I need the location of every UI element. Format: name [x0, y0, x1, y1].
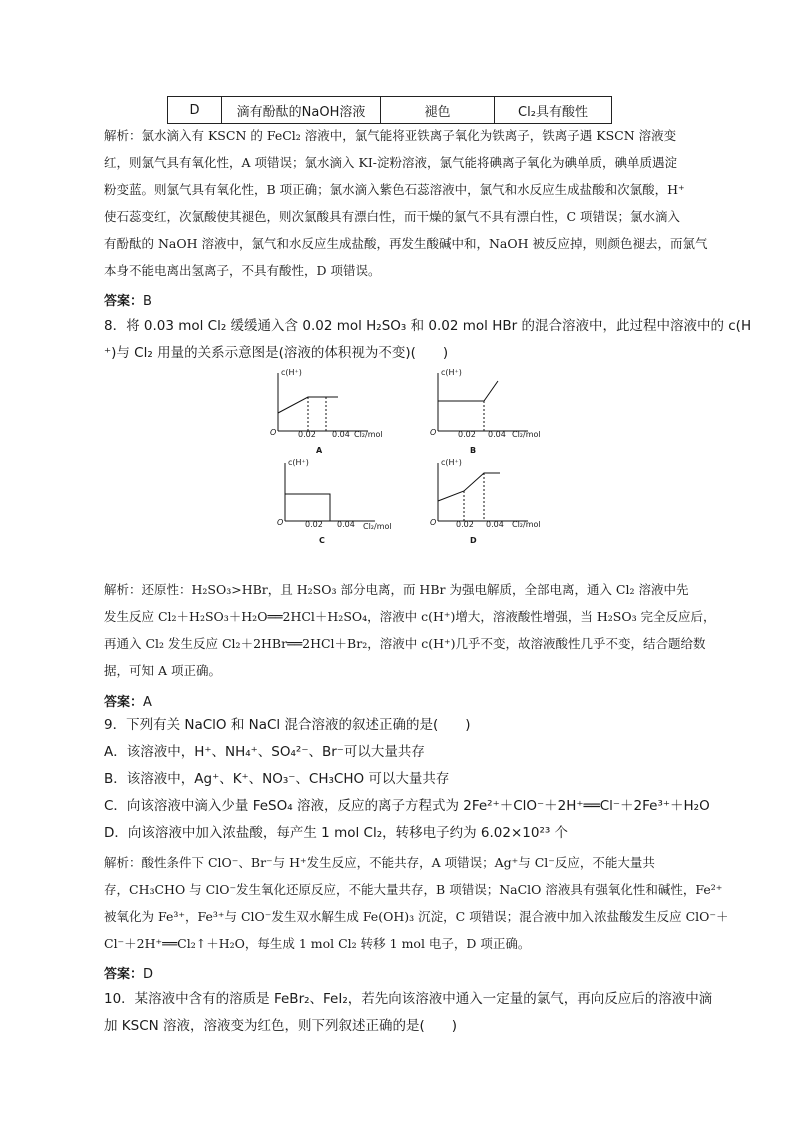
q7-answer: 答案：B — [104, 294, 152, 309]
graph-c-tick2: 0.04 — [337, 520, 355, 529]
graph-a-origin: O — [270, 428, 277, 437]
q9-option-b: B．该溶液中，Ag⁺、K⁺、NO₃⁻、CH₃CHO 可以大量共存 — [104, 771, 450, 787]
option-letter: D — [168, 97, 222, 124]
graph-c-letter: C — [319, 536, 325, 545]
q9-option-a: A．该溶液中，H⁺、NH₄⁺、SO₄²⁻、Br⁻可以大量共存 — [104, 744, 425, 760]
option-phenomenon: 褪色 — [381, 97, 495, 124]
option-table — [167, 96, 612, 124]
q10-stem-line: 10．某溶液中含有的溶质是 FeBr₂、FeI₂，若先向该溶液中通入一定量的氯气，再向反应后的溶液中滴 — [104, 991, 713, 1007]
option-reagent: 滴有酚酞的NaOH溶液 — [222, 97, 381, 124]
graph-b-xlabel: Cl₂/mol — [512, 430, 541, 439]
q8-analysis-line: 再通入 Cl₂ 发生反应 Cl₂＋2HBr══2HCl＋Br₂，溶液中 c(H⁺)几乎不变，故溶液酸性几乎不变，结合题给数 — [104, 636, 706, 651]
graph-c-plot — [275, 458, 435, 568]
graph-b-letter: B — [470, 446, 477, 455]
option-conclusion: Cl₂具有酸性 — [495, 97, 612, 124]
q8-stem-line: 8．将 0.03 mol Cl₂ 缓缓通入含 0.02 mol H₂SO₃ 和 0.02 mol HBr 的混合溶液中，此过程中溶液中的 c(H — [104, 318, 752, 334]
graph-d-letter: D — [470, 536, 477, 545]
q8-analysis-line: 解析：还原性：H₂SO₃>HBr，且 H₂SO₃ 部分电离，而 HBr 为强电解质，全部电离，通入 Cl₂ 溶液中先 — [104, 582, 689, 597]
graph-a-xlabel: Cl₂/mol — [354, 430, 383, 439]
q9-option-d: D．向该溶液中加入浓盐酸，每产生 1 mol Cl₂，转移电子约为 6.02×10²³ 个 — [104, 825, 569, 841]
graph-a-tick2: 0.04 — [332, 430, 350, 439]
q7-analysis-line: 本身不能电离出氢离子，不具有酸性，D 项错误。 — [104, 263, 381, 278]
q10-stem-line: 加 KSCN 溶液，溶液变为红色，则下列叙述正确的是( ) — [104, 1018, 458, 1034]
graph-a-ylabel: c(H⁺) — [281, 368, 302, 377]
graph-d-xlabel: Cl₂/mol — [512, 520, 541, 529]
q9-analysis-line: Cl⁻＋2H⁺══Cl₂↑＋H₂O，每生成 1 mol Cl₂ 转移 1 mol 电子，D 项正确。 — [104, 936, 531, 951]
graph-a-tick1: 0.02 — [298, 430, 316, 439]
q9-analysis-line: 被氧化为 Fe³⁺，Fe³⁺与 ClO⁻发生双水解生成 Fe(OH)₃ 沉淀，C 项错误；混合液中加入浓盐酸发生反应 ClO⁻＋ — [104, 909, 729, 924]
graph-a-letter: A — [316, 446, 323, 455]
graph-d-plot — [428, 458, 588, 568]
q7-analysis-line: 红，则氯气具有氧化性，A 项错误；氯水滴入 KI-淀粉溶液，氯气能将碘离子氧化为碘单质，碘单质遇淀 — [104, 155, 677, 170]
q8-answer: 答案：A — [104, 695, 152, 710]
q9-analysis-line: 存，CH₃CHO 与 ClO⁻发生氧化还原反应，不能大量共存，B 项错误；NaClO 溶液具有强氧化性和碱性，Fe²⁺ — [104, 882, 723, 897]
graph-b-tick2: 0.04 — [488, 430, 506, 439]
q8-analysis-line: 发生反应 Cl₂＋H₂SO₃＋H₂O══2HCl＋H₂SO₄，溶液中 c(H⁺)增大，溶液酸性增强，当 H₂SO₃ 完全反应后， — [104, 609, 716, 624]
graph-d — [428, 458, 588, 568]
graph-d-origin: O — [430, 518, 437, 527]
graph-b-tick1: 0.02 — [458, 430, 476, 439]
graph-b-ylabel: c(H⁺) — [441, 368, 462, 377]
q9-stem: 9．下列有关 NaClO 和 NaCl 混合溶液的叙述正确的是( ) — [104, 717, 471, 733]
q7-analysis-line: 解析：氯水滴入有 KSCN 的 FeCl₂ 溶液中，氯气能将亚铁离子氧化为铁离子，铁离子遇 KSCN 溶液变 — [104, 128, 677, 143]
graph-c-tick1: 0.02 — [305, 520, 323, 529]
graph-c-ylabel: c(H⁺) — [288, 458, 309, 467]
q9-analysis-line: 解析：酸性条件下 ClO⁻、Br⁻与 H⁺发生反应，不能共存，A 项错误；Ag⁺与 Cl⁻反应，不能大量共 — [104, 855, 655, 870]
option-row-d — [168, 97, 612, 124]
q7-analysis-line: 有酚酞的 NaOH 溶液中，氯气和水反应生成盐酸，再发生酸碱中和，NaOH 被反应掉，则颜色褪去，而氯气 — [104, 236, 708, 251]
graph-c-xlabel: Cl₂/mol — [363, 522, 392, 531]
q9-answer: 答案：D — [104, 967, 154, 982]
graph-b-origin: O — [430, 428, 437, 437]
q7-analysis-line: 使石蕊变红，次氯酸使其褪色，则次氯酸具有漂白性，而干燥的氯气不具有漂白性，C 项错误；氯水滴入 — [104, 209, 681, 224]
graph-d-ylabel: c(H⁺) — [441, 458, 462, 467]
q9-option-c: C．向该溶液中滴入少量 FeSO₄ 溶液，反应的离子方程式为 2Fe²⁺＋ClO⁻＋2H⁺══Cl⁻＋2Fe³⁺＋H₂O — [104, 798, 710, 814]
q7-analysis-line: 粉变蓝。则氯气具有氧化性，B 项正确；氯水滴入紫色石蕊溶液中，氯气和水反应生成盐酸和次氯酸，H⁺ — [104, 182, 685, 197]
graph-c — [275, 458, 435, 568]
graph-c-origin: O — [277, 518, 284, 527]
q8-stem-line: ⁺)与 Cl₂ 用量的关系示意图是(溶液的体积视为不变)( ) — [104, 345, 449, 361]
graph-d-tick2: 0.04 — [486, 520, 504, 529]
graph-d-tick1: 0.02 — [456, 520, 474, 529]
q8-analysis-line: 据，可知 A 项正确。 — [104, 663, 221, 678]
